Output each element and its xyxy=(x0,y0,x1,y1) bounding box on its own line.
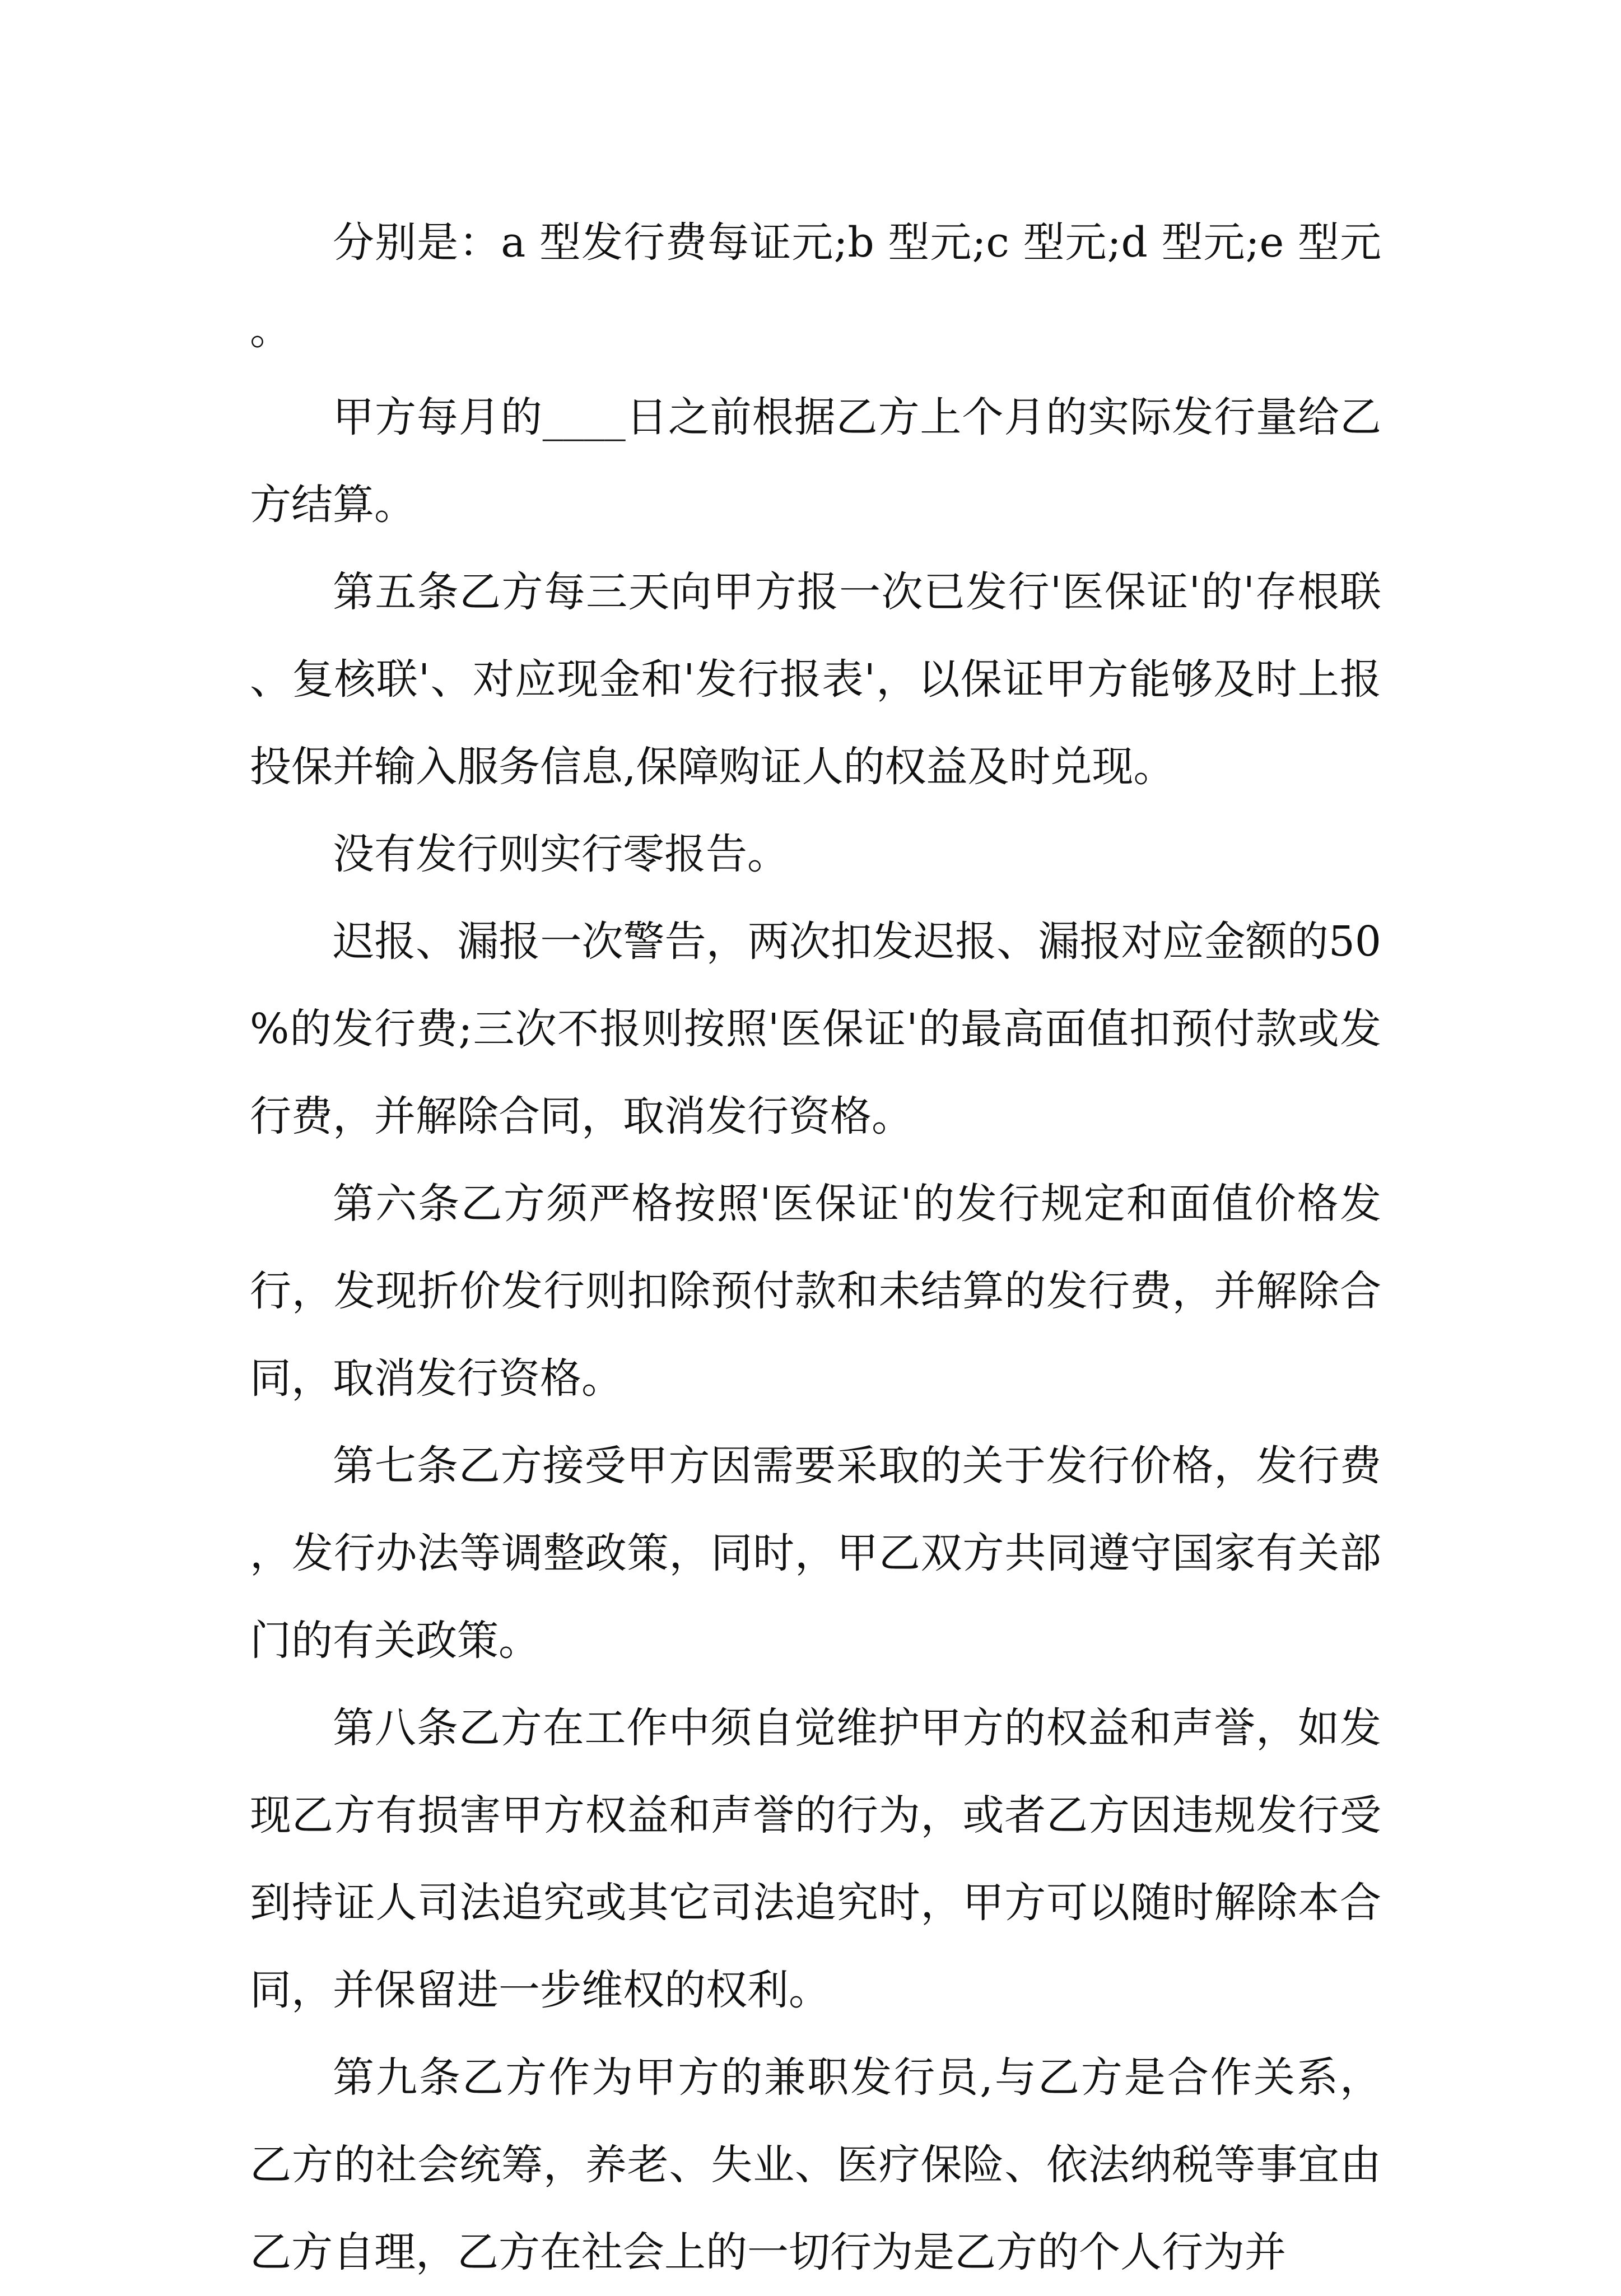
paragraph-article-6: 第六条乙方须严格按照'医保证'的发行规定和面值价格发行，发现折价发行则扣除预付款和未结算的发行费，并解除合同，取消发行资格。 xyxy=(250,1180,1381,1403)
paragraph-article-7: 第七条乙方接受甲方因需要采取的关于发行价格，发行费，发行办法等调整政策，同时，甲乙双方共同遵守国家有关部门的有关政策。 xyxy=(250,1442,1381,1665)
paragraph-article-9: 第九条乙方作为甲方的兼职发行员,与乙方是合作关系，乙方的社会统筹，养老、失业、医疗保险、依法纳税等事宜由乙方自理，乙方在社会上的一切行为是乙方的个人行为并 xyxy=(250,2053,1381,2276)
paragraph-monthly-settlement: 甲方每月的____日之前根据乙方上个月的实际发行量给乙方结算。 xyxy=(250,393,1381,529)
paragraph-zero-report: 没有发行则实行零报告。 xyxy=(333,830,789,878)
document-body xyxy=(250,199,1381,2296)
paragraph-late-report-penalty: 迟报、漏报一次警告，两次扣发迟报、漏报对应金额的50%的发行费;三次不报则按照'医保证'的最高面值扣预付款或发行费，并解除合同，取消发行资格。 xyxy=(250,918,1381,1140)
paragraph-fee-types: 分别是：a 型发行费每证元;b 型元;c 型元;d 型元;e 型元。 xyxy=(250,218,1381,354)
paragraph-article-8: 第八条乙方在工作中须自觉维护甲方的权益和声誉，如发现乙方有损害甲方权益和声誉的行为，或者乙方因违规发行受到持证人司法追究或其它司法追究时，甲方可以随时解除本合同，并保留进一步维权的权利。 xyxy=(250,1704,1381,2014)
paragraph-article-5: 第五条乙方每三天向甲方报一次已发行'医保证'的'存根联、复核联'、对应现金和'发行报表'，以保证甲方能够及时上报投保并输入服务信息,保障购证人的权益及时兑现。 xyxy=(250,568,1381,791)
